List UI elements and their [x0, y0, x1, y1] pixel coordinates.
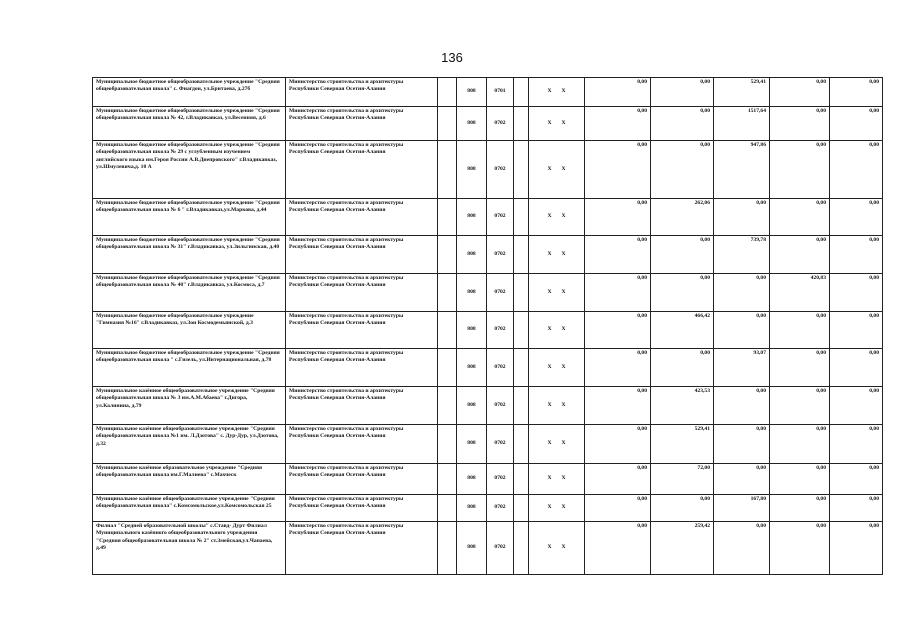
- mark-x: X: [547, 213, 552, 220]
- empty-cell: [438, 78, 457, 107]
- mark-cell: [529, 349, 585, 387]
- value-cell: 0,00: [651, 495, 714, 522]
- value-cell: 0,00: [830, 464, 883, 495]
- page-number: 136: [441, 50, 463, 65]
- value-cell: 0,00: [585, 349, 651, 387]
- mark-x: X: [561, 213, 566, 220]
- mark-cell: [529, 236, 585, 274]
- empty-cell: [438, 312, 457, 349]
- org-cell: Муниципальное бюджетное общеобразовательное учреждение "Средняя общеобразовательная школа № 40" г.Владикавказ, ул.Космоса, д.7: [93, 274, 286, 312]
- ministry-cell: Министерство строительства и архитектуры Республики Северная Осетия-Алания: [286, 274, 438, 312]
- value-cell: 0,00: [714, 199, 770, 236]
- value-cell: 0,00: [830, 312, 883, 349]
- value-cell: 0,00: [651, 236, 714, 274]
- value-cell: 0,00: [770, 141, 830, 199]
- org-cell: Муниципальное бюджетное общеобразовательное учреждение "Средняя общеобразовательная школа № 42, г.Владикавказ, ул.Весенняя, д.6: [93, 107, 286, 141]
- table-row: [93, 522, 883, 575]
- department-code-cell: 808: [457, 274, 487, 312]
- org-cell: Муниципальное казённое общеобразовательное учреждение "Средняя общеобразовательная школа № 3 им.А.М.Абаева" г.Дигора, ул.Калинина, д.79: [93, 387, 286, 425]
- empty-cell: [438, 141, 457, 199]
- mark-x: X: [547, 119, 552, 126]
- table-row: [93, 274, 883, 312]
- mark-cell: [529, 425, 585, 464]
- mark-cell: [529, 199, 585, 236]
- value-cell: 0,00: [770, 522, 830, 575]
- section-code-cell: 0702: [487, 141, 514, 199]
- value-cell: 0,00: [585, 274, 651, 312]
- section-code-cell: 0702: [487, 522, 514, 575]
- mark-x: X: [561, 250, 566, 257]
- value-cell: 0,00: [714, 274, 770, 312]
- org-cell: Муниципальное казённое образовательное учреждение "Средняя общеобразовательная школа им.Г.Малиева" с.Махческ: [93, 464, 286, 495]
- mark-x: X: [547, 165, 552, 172]
- value-cell: 0,00: [714, 522, 770, 575]
- empty-cell: [514, 236, 529, 274]
- value-cell: 0,00: [830, 236, 883, 274]
- value-cell: 0,00: [585, 107, 651, 141]
- empty-cell: [438, 274, 457, 312]
- mark-x: X: [547, 88, 552, 95]
- mark-x: X: [561, 288, 566, 295]
- ministry-cell: Министерство строительства и архитектуры Республики Северная Осетия-Алания: [286, 495, 438, 522]
- value-cell: 0,00: [830, 387, 883, 425]
- empty-cell: [438, 464, 457, 495]
- ministry-cell: Министерство строительства и архитектуры Республики Северная Осетия-Алания: [286, 107, 438, 141]
- value-cell: 0,00: [585, 464, 651, 495]
- department-code-cell: 808: [457, 107, 487, 141]
- value-cell: 72,00: [651, 464, 714, 495]
- value-cell: 0,00: [770, 349, 830, 387]
- value-cell: 0,00: [830, 107, 883, 141]
- org-cell: Муниципальное бюджетное общеобразовательное учреждение "Средняя общеобразовательная школа № 6 " г.Владикавказ,ул.Маркова, д.44: [93, 199, 286, 236]
- value-cell: 0,00: [585, 236, 651, 274]
- value-cell: 0,00: [770, 312, 830, 349]
- empty-cell: [514, 199, 529, 236]
- value-cell: 0,00: [714, 312, 770, 349]
- section-code-cell: 0702: [487, 349, 514, 387]
- value-cell: 0,00: [770, 464, 830, 495]
- value-cell: 0,00: [714, 464, 770, 495]
- mark-x: X: [561, 401, 566, 408]
- department-code-cell: 808: [457, 387, 487, 425]
- mark-cell: [529, 312, 585, 349]
- section-code-cell: 0702: [487, 199, 514, 236]
- value-cell: 0,00: [714, 425, 770, 464]
- mark-cell: [529, 495, 585, 522]
- empty-cell: [514, 141, 529, 199]
- empty-cell: [438, 107, 457, 141]
- empty-cell: [514, 522, 529, 575]
- value-cell: 262,06: [651, 199, 714, 236]
- mark-x: X: [547, 440, 552, 447]
- table-row: [93, 464, 883, 495]
- mark-x: X: [561, 504, 566, 511]
- org-cell: Муниципальное бюджетное общеобразовательное учреждение "Средняя общеобразовательная школа № 31" г.Владикавказ, ул.Зильгинская, д.40: [93, 236, 286, 274]
- value-cell: 0,00: [830, 349, 883, 387]
- budget-table: [92, 77, 883, 575]
- mark-x: X: [547, 250, 552, 257]
- mark-cell: [529, 387, 585, 425]
- value-cell: 0,00: [585, 78, 651, 107]
- empty-cell: [514, 274, 529, 312]
- department-code-cell: 808: [457, 236, 487, 274]
- value-cell: 0,00: [585, 425, 651, 464]
- mark-x: X: [561, 165, 566, 172]
- org-cell: Муниципальное бюджетное общеобразовательное учреждение "Средняя общеобразовательная школа" с. Фиагдон, ул.Бритаева, д.27б: [93, 78, 286, 107]
- value-cell: 259,42: [651, 522, 714, 575]
- value-cell: 529,41: [714, 78, 770, 107]
- mark-cell: [529, 274, 585, 312]
- empty-cell: [514, 107, 529, 141]
- section-code-cell: 0702: [487, 425, 514, 464]
- value-cell: 0,00: [770, 199, 830, 236]
- value-cell: 0,00: [830, 141, 883, 199]
- table-row: [93, 495, 883, 522]
- section-code-cell: 0702: [487, 236, 514, 274]
- department-code-cell: 808: [457, 312, 487, 349]
- org-cell: Муниципальное казённое общеобразовательное учреждение "Средняя общеобразовательная школа №1 им. Л.Дзотова" с. Дур-Дур, ул.Дзотова, д.32: [93, 425, 286, 464]
- org-cell: Филиал "Средней образовательной школы" с.Ставд- Дурт Филиал Муниципального казённого общеобразовательного учреждения "Средняя общеобразовательная школа № 2" ст.Змейская,ул.Чапаева, д.49: [93, 522, 286, 575]
- org-cell: Муниципальное бюджетное общеобразовательное учреждение "Средняя общеобразовательная школа " с.Гизель, ул.Интернациональная, д.78: [93, 349, 286, 387]
- mark-cell: [529, 464, 585, 495]
- empty-cell: [514, 78, 529, 107]
- empty-cell: [438, 495, 457, 522]
- table-row: [93, 312, 883, 349]
- empty-cell: [514, 464, 529, 495]
- empty-cell: [438, 199, 457, 236]
- value-cell: 0,00: [830, 522, 883, 575]
- mark-cell: [529, 78, 585, 107]
- section-code-cell: 0701: [487, 78, 514, 107]
- table-row: [93, 425, 883, 464]
- section-code-cell: 0702: [487, 274, 514, 312]
- value-cell: 0,00: [830, 199, 883, 236]
- department-code-cell: 808: [457, 495, 487, 522]
- department-code-cell: 808: [457, 522, 487, 575]
- ministry-cell: Министерство строительства и архитектуры Республики Северная Осетия-Алания: [286, 78, 438, 107]
- empty-cell: [514, 495, 529, 522]
- value-cell: 0,00: [770, 107, 830, 141]
- ministry-cell: Министерство строительства и архитектуры Республики Северная Осетия-Алания: [286, 464, 438, 495]
- mark-x: X: [547, 288, 552, 295]
- ministry-cell: Министерство строительства и архитектуры Республики Северная Осетия-Алания: [286, 236, 438, 274]
- department-code-cell: 808: [457, 425, 487, 464]
- value-cell: 0,00: [651, 141, 714, 199]
- section-code-cell: 0702: [487, 387, 514, 425]
- value-cell: 947,86: [714, 141, 770, 199]
- value-cell: 0,00: [585, 387, 651, 425]
- empty-cell: [514, 349, 529, 387]
- mark-x: X: [561, 440, 566, 447]
- value-cell: 0,00: [585, 141, 651, 199]
- ministry-cell: Министерство строительства и архитектуры Республики Северная Осетия-Алания: [286, 387, 438, 425]
- empty-cell: [438, 236, 457, 274]
- mark-x: X: [561, 119, 566, 126]
- mark-x: X: [561, 88, 566, 95]
- value-cell: 0,00: [830, 274, 883, 312]
- mark-x: X: [547, 363, 552, 370]
- mark-x: X: [547, 504, 552, 511]
- value-cell: 0,00: [651, 274, 714, 312]
- empty-cell: [514, 387, 529, 425]
- value-cell: 0,00: [770, 236, 830, 274]
- mark-x: X: [547, 326, 552, 333]
- empty-cell: [438, 522, 457, 575]
- ministry-cell: Министерство строительства и архитектуры Республики Северная Осетия-Алания: [286, 312, 438, 349]
- table-row: [93, 387, 883, 425]
- empty-cell: [438, 349, 457, 387]
- section-code-cell: 0702: [487, 107, 514, 141]
- value-cell: 0,00: [770, 425, 830, 464]
- org-cell: Муниципальное бюджетное общеобразовательное учреждение "Средняя общеобразовательная школа № 29 с углубленным изучением английского языка им.Героя России А.В.Днепровского" г.Владикавказ, ул.Шмулевича,д. 10 А: [93, 141, 286, 199]
- mark-cell: [529, 522, 585, 575]
- value-cell: 420,83: [770, 274, 830, 312]
- value-cell: 0,00: [714, 387, 770, 425]
- value-cell: 529,41: [651, 425, 714, 464]
- ministry-cell: Министерство строительства и архитектуры Республики Северная Осетия-Алания: [286, 141, 438, 199]
- empty-cell: [514, 312, 529, 349]
- value-cell: 0,00: [770, 78, 830, 107]
- mark-x: X: [547, 544, 552, 551]
- empty-cell: [438, 387, 457, 425]
- department-code-cell: 808: [457, 349, 487, 387]
- value-cell: 0,00: [830, 495, 883, 522]
- mark-x: X: [547, 401, 552, 408]
- value-cell: 739,78: [714, 236, 770, 274]
- mark-x: X: [561, 326, 566, 333]
- value-cell: 0,00: [770, 387, 830, 425]
- value-cell: 0,00: [651, 78, 714, 107]
- value-cell: 0,00: [830, 425, 883, 464]
- empty-cell: [438, 425, 457, 464]
- value-cell: 0,00: [585, 522, 651, 575]
- mark-x: X: [561, 475, 566, 482]
- empty-cell: [514, 425, 529, 464]
- department-code-cell: 808: [457, 78, 487, 107]
- table-row: [93, 349, 883, 387]
- mark-x: X: [561, 544, 566, 551]
- table-row: [93, 141, 883, 199]
- table-row: [93, 78, 883, 107]
- mark-cell: [529, 141, 585, 199]
- value-cell: 0,00: [585, 199, 651, 236]
- department-code-cell: 808: [457, 199, 487, 236]
- value-cell: 93,07: [714, 349, 770, 387]
- mark-cell: [529, 107, 585, 141]
- ministry-cell: Министерство строительства и архитектуры Республики Северная Осетия-Алания: [286, 425, 438, 464]
- mark-x: X: [561, 363, 566, 370]
- ministry-cell: Министерство строительства и архитектуры Республики Северная Осетия-Алания: [286, 522, 438, 575]
- value-cell: 167,80: [714, 495, 770, 522]
- value-cell: 1517,64: [714, 107, 770, 141]
- org-cell: Муниципальное казённое общеобразовательное учреждение "Средняя общеобразовательная школа" с.Комсомольское,ул.Комсомольская 25: [93, 495, 286, 522]
- value-cell: 0,00: [585, 495, 651, 522]
- value-cell: 423,53: [651, 387, 714, 425]
- mark-x: X: [547, 475, 552, 482]
- section-code-cell: 0702: [487, 495, 514, 522]
- org-cell: Муниципальное бюджетное общеобразовательное учреждение "Гимназия №16" г.Владикавказ, ул.Зои Космодемьянской, д.3: [93, 312, 286, 349]
- value-cell: 0,00: [770, 495, 830, 522]
- value-cell: 0,00: [651, 107, 714, 141]
- ministry-cell: Министерство строительства и архитектуры Республики Северная Осетия-Алания: [286, 199, 438, 236]
- value-cell: 0,00: [585, 312, 651, 349]
- table-row: [93, 236, 883, 274]
- section-code-cell: 0702: [487, 464, 514, 495]
- department-code-cell: 808: [457, 141, 487, 199]
- department-code-cell: 808: [457, 464, 487, 495]
- ministry-cell: Министерство строительства и архитектуры Республики Северная Осетия-Алания: [286, 349, 438, 387]
- table-row: [93, 199, 883, 236]
- value-cell: 466,42: [651, 312, 714, 349]
- value-cell: 0,00: [830, 78, 883, 107]
- section-code-cell: 0702: [487, 312, 514, 349]
- table-row: [93, 107, 883, 141]
- value-cell: 0,00: [651, 349, 714, 387]
